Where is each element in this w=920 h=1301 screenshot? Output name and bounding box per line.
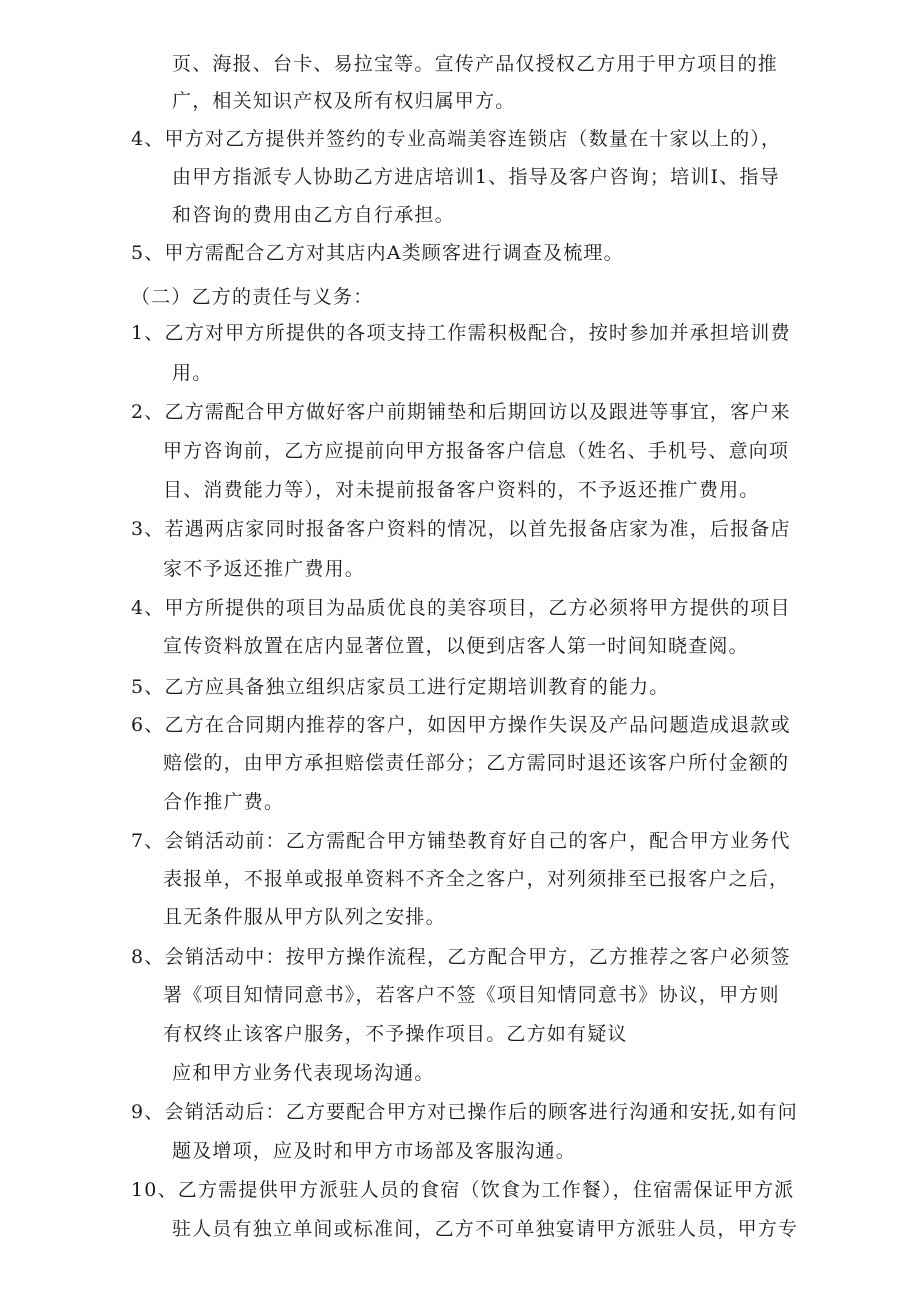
- text-line: 应和甲方业务代表现场沟通。: [172, 1062, 435, 1084]
- text-line: 表报单，不报单或报单资料不齐全之客户，对列须排至已报客户之后，: [163, 868, 790, 890]
- text-line: 由甲方指派专人协助乙方进店培训1、指导及客户咨询；培训I、指导: [172, 166, 780, 188]
- list-item-heading: 2、乙方需配合甲方做好客户前期铺垫和后期回访以及跟进等事宜，客户来: [131, 401, 791, 423]
- list-item-heading: 7、会销活动前：乙方需配合甲方铺垫教育好自己的客户，配合甲方业务代: [131, 830, 791, 852]
- text-line: 合作推广费。: [163, 791, 285, 813]
- section-heading: （二）乙方的责任与义务：: [131, 286, 374, 308]
- text-line: 驻人员有独立单间或标准间，乙方不可单独宴请甲方派驻人员，甲方专: [172, 1218, 799, 1240]
- text-line: 有权终止该客户服务，不予操作项目。乙方如有疑议: [163, 1023, 628, 1045]
- text-line: 用。: [172, 362, 213, 384]
- list-item-heading: 5、乙方应具备独立组织店家员工进行定期培训教育的能力。: [131, 676, 670, 698]
- text-line: 甲方咨询前，乙方应提前向甲方报备客户信息（姓名、手机号、意向项: [163, 440, 790, 462]
- list-item-heading: 4、甲方所提供的项目为品质优良的美容项目，乙方必须将甲方提供的项目: [131, 597, 791, 619]
- list-item-heading: 5、甲方需配合乙方对其店内A类顾客进行调查及梳理。: [131, 242, 624, 264]
- text-line: 广，相关知识产权及所有权归属甲方。: [172, 90, 516, 112]
- text-line: 和咨询的费用由乙方自行承担。: [172, 204, 455, 226]
- text-line: 题及增项，应及时和甲方市场部及客服沟通。: [172, 1140, 577, 1162]
- text-line: 署《项目知情同意书》，若客户不签《项目知情同意书》协议，甲方则: [163, 984, 780, 1006]
- text-line: 页、海报、台卡、易拉宝等。宣传产品仅授权乙方用于甲方项目的推: [172, 53, 779, 75]
- text-line: 家不予返还推广费用。: [163, 558, 366, 580]
- text-line: 宣传资料放置在店内显著位置，以便到店客人第一时间知晓查阅。: [163, 635, 749, 657]
- list-item-heading: 1、乙方对甲方所提供的各项支持工作需积极配合，按时参加并承担培训费: [131, 322, 791, 344]
- text-line: 目、消费能力等），对未提前报备客户资料的，不予返还推广费用。: [163, 479, 760, 501]
- text-line: 且无条件服从甲方队列之安排。: [163, 906, 446, 928]
- list-item-heading: 4、甲方对乙方提供并签约的专业高端美容连锁店（数量在十家以上的），: [131, 128, 782, 150]
- text-line: 赔偿的，由甲方承担赔偿责任部分；乙方需同时退还该客户所付金额的: [163, 752, 790, 774]
- list-item-heading: 8、会销活动中：按甲方操作流程，乙方配合甲方，乙方推荐之客户必须签: [131, 946, 791, 968]
- list-item-heading: 6、乙方在合同期内推荐的客户，如因甲方操作失误及产品问题造成退款或: [131, 714, 791, 736]
- list-item-heading: 3、若遇两店家同时报备客户资料的情况，以首先报备店家为准，后报备店: [131, 518, 791, 540]
- list-item-heading: 9、会销活动后：乙方要配合甲方对已操作后的顾客进行沟通和安抚,如有问: [131, 1101, 798, 1123]
- list-item-heading: 10、乙方需提供甲方派驻人员的食宿（饮食为工作餐），住宿需保证甲方派: [131, 1179, 795, 1201]
